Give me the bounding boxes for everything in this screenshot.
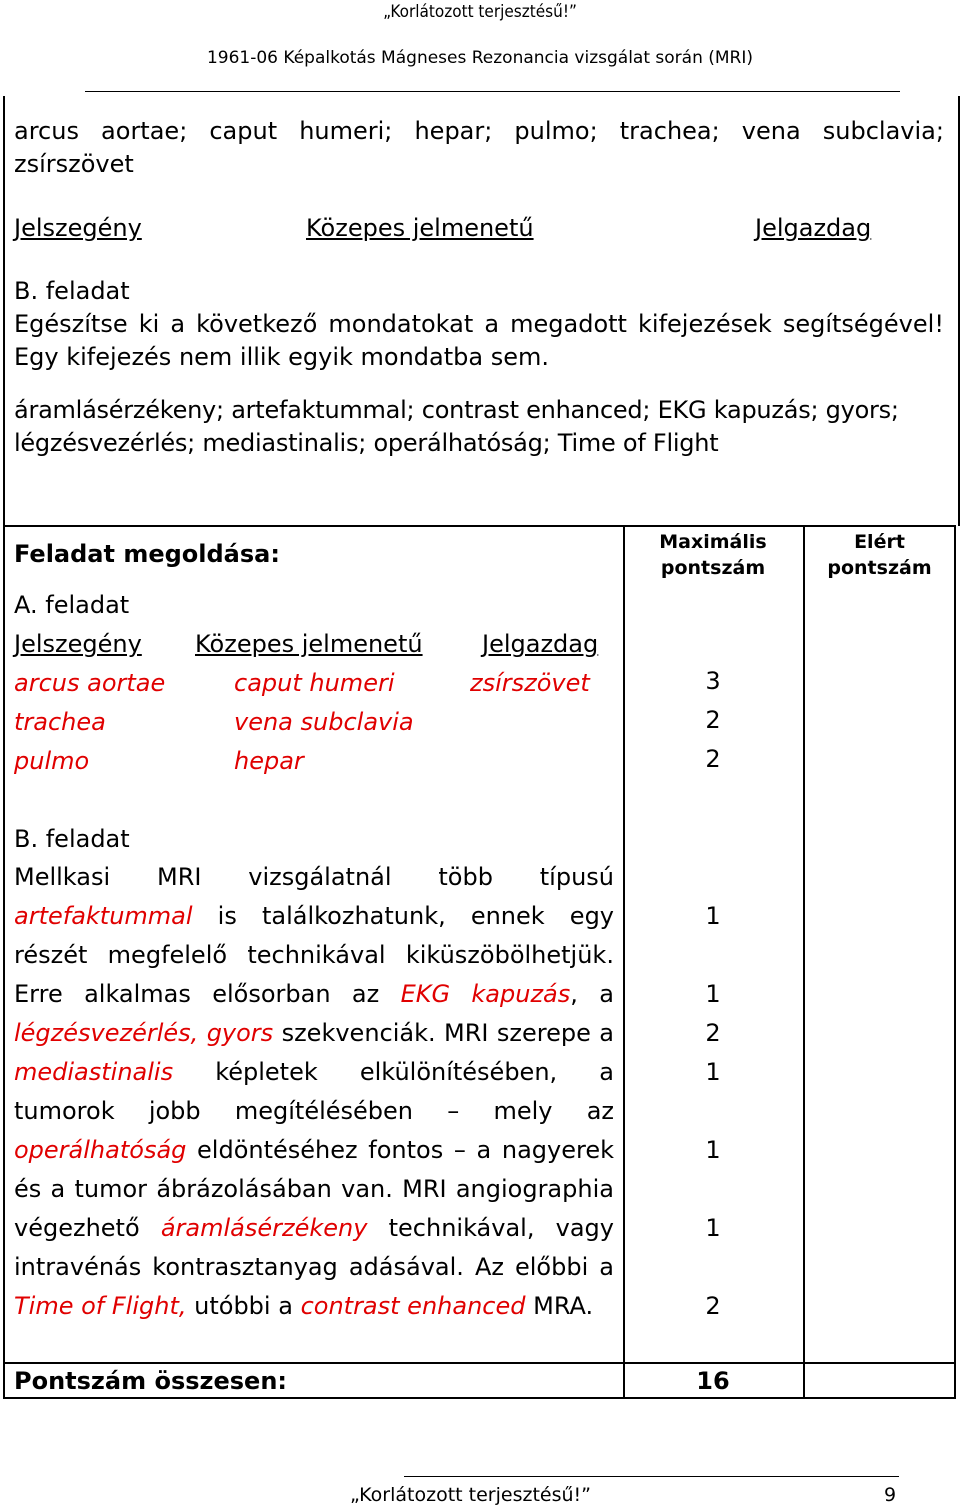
word: kontrasztanyag [152,1253,338,1281]
word: – [447,1097,460,1125]
word: részét [14,941,88,969]
solution-heading: Feladat megoldása: [14,540,280,568]
solution-b-line [14,1170,614,1209]
footer-text: „Korlátozott terjesztésű!” [350,1484,591,1506]
word: mely [493,1097,553,1125]
header-line: pontszám [660,557,766,579]
word: jobb [148,1097,201,1125]
word: , a [570,980,614,1008]
total-row-divider [3,1362,956,1364]
word: az [351,980,380,1008]
word: van. [341,1175,393,1203]
answer-medium-3: hepar [234,747,304,775]
answer-term: Time of Flight, [14,1292,187,1320]
answer-medium-2: vena subclavia [234,708,414,736]
solution-b-line [14,1053,614,1092]
answer-term: EKG kapuzás [400,980,571,1008]
word: alkalmas [84,980,191,1008]
word: a [599,1253,614,1281]
word: a [50,1175,66,1203]
answer-term: contrast enhanced [300,1292,526,1320]
points-a-row-1: 3 [705,667,721,695]
category-medium-signal: Közepes jelmenetű [306,214,534,242]
word: nagyerek [501,1136,614,1164]
solution-b-line [14,975,614,1014]
category-low-signal: Jelszegény [14,214,142,242]
word: trachea; [619,117,720,145]
word: angiographia [455,1175,614,1203]
total-label: Pontszám összesen: [14,1367,287,1395]
word: Egészítse [14,310,128,338]
answer-low-1: arcus aortae [14,669,166,697]
word: hepar; [414,117,493,145]
page-number: 9 [884,1484,897,1506]
points-a-row-2: 2 [705,706,721,734]
word: humeri; [299,117,393,145]
solution-b-line [14,1287,614,1326]
answer-term: artefaktummal [14,902,193,930]
points-b-row: 1 [705,1136,721,1164]
word: segítségével! [782,310,944,338]
word: ábrázolásában [156,1175,332,1203]
header-line: pontszám [827,557,932,579]
points-b-row [623,936,803,975]
word: intravénás [14,1253,142,1281]
points-b-row [623,858,803,897]
word: a [170,310,186,338]
category-high-signal: Jelgazdag [755,214,872,242]
word: mondatokat [328,310,474,338]
points-b-row [623,1092,803,1131]
answer-term: áramlásérzékeny [160,1214,368,1242]
answer-term: mediastinalis [14,1058,174,1086]
word: eldöntéséhez [197,1136,358,1164]
task-b-terms-line1: áramlásérzékeny; artefaktummal; contrast enhanced; EKG kapuzás; gyors; [14,396,899,424]
points-b-row: 2 [705,1019,721,1047]
points-b-row: 1 [705,1214,721,1242]
word: a [599,1058,614,1086]
word: találkozhatunk, [261,902,446,930]
word: fontos [368,1136,444,1164]
word: aortae; [101,117,188,145]
header-line: Maximális [659,531,767,553]
word: típusú [539,863,614,891]
solution-b-line [14,1209,614,1248]
word: adásával. [348,1253,464,1281]
word: a [476,1136,492,1164]
word: vizsgálatnál [248,863,392,891]
points-b-row [623,1170,803,1209]
word: az [586,1097,614,1125]
word: technikával, [388,1214,535,1242]
task-b-terms-line2: légzésvezérlés; mediastinalis; operálhatóság; Time of Flight [14,429,719,457]
word: pulmo; [514,117,598,145]
word: több [438,863,493,891]
points-b-row [623,1248,803,1287]
word: a [599,1019,614,1047]
task-a-words-line1 [14,115,944,147]
word: szerepe [496,1019,591,1047]
task-a-words-line2: zsírszövet [14,150,134,178]
word: MRI [444,1019,489,1047]
answer-term: operálhatóság [14,1136,187,1164]
column-divider-2 [803,525,805,1399]
solution-a-title: A. feladat [14,591,130,619]
header-line: Elért [854,531,905,553]
word: kiküszöbölhetjük. [405,941,614,969]
word: caput [209,117,278,145]
word: MRI [156,863,202,891]
solution-b-line [14,858,614,897]
solution-b-line [14,1014,614,1053]
answer-high-1: zsírszövet [470,669,590,697]
document-subtitle: 1961-06 Képalkotás Mágneses Rezonancia vizsgálat során (MRI) [206,48,754,68]
word: elkülönítésében, [359,1058,558,1086]
solution-b-line [14,1248,614,1287]
word: vagy [555,1214,614,1242]
points-b-row: 1 [705,980,721,1008]
solution-b-line [14,897,614,936]
word: a [484,310,500,338]
word: megadott [510,310,627,338]
word: subclavia; [822,117,944,145]
word: technikával [247,941,386,969]
points-a-row-3: 2 [705,745,721,773]
footer-rule [404,1476,899,1477]
word: tumorok [14,1097,115,1125]
restricted-distribution-header: „Korlátozott terjesztésű!” [383,2,577,22]
solution-b-points [623,858,803,1326]
solution-a-category-2: Közepes jelmenetű [195,630,423,658]
answer-medium-1: caput humeri [234,669,395,697]
word: megfelelő [107,941,228,969]
answer-term: légzésvezérlés, gyors [14,1019,274,1047]
word: képletek [215,1058,318,1086]
word: Az [474,1253,504,1281]
word: szekvenciák. [281,1019,436,1047]
word: vena [741,117,801,145]
word: is [217,902,237,930]
answer-low-3: pulmo [14,747,90,775]
achieved-points-header [803,529,956,581]
task-b-instruction-line1 [14,308,944,340]
word: kifejezések [638,310,772,338]
points-b-row: 2 [705,1292,721,1320]
header-rule [85,91,900,92]
answer-low-2: trachea [14,708,106,736]
word: MRA. [533,1292,594,1320]
word: előbbi [514,1253,589,1281]
task-b-instruction-line2: Egy kifejezés nem illik egyik mondatba sem. [14,343,549,371]
word: Erre [14,980,63,1008]
word: tumor [74,1175,148,1203]
word: utóbbi a [194,1292,293,1320]
solution-b-line [14,936,614,975]
word: végezhető [14,1214,140,1242]
solution-b-title: B. feladat [14,825,130,853]
solution-a-category-1: Jelszegény [14,630,142,658]
word: ennek [470,902,545,930]
word: Mellkasi [14,863,111,891]
task-b-title: B. feladat [14,277,130,305]
word: és [14,1175,42,1203]
solution-b-text [14,858,614,1326]
word: MRI [402,1175,447,1203]
word: elősorban [212,980,331,1008]
word: megítélésében [234,1097,414,1125]
word: ki [138,310,160,338]
max-points-header [623,529,803,581]
points-b-row: 1 [705,1058,721,1086]
solution-b-line [14,1092,614,1131]
total-value: 16 [696,1367,730,1395]
word: arcus [14,117,79,145]
word: következő [196,310,318,338]
solution-b-line [14,1131,614,1170]
solution-a-category-3: Jelgazdag [482,630,599,658]
points-b-row: 1 [705,902,721,930]
word: egy [569,902,614,930]
word: – [453,1136,466,1164]
